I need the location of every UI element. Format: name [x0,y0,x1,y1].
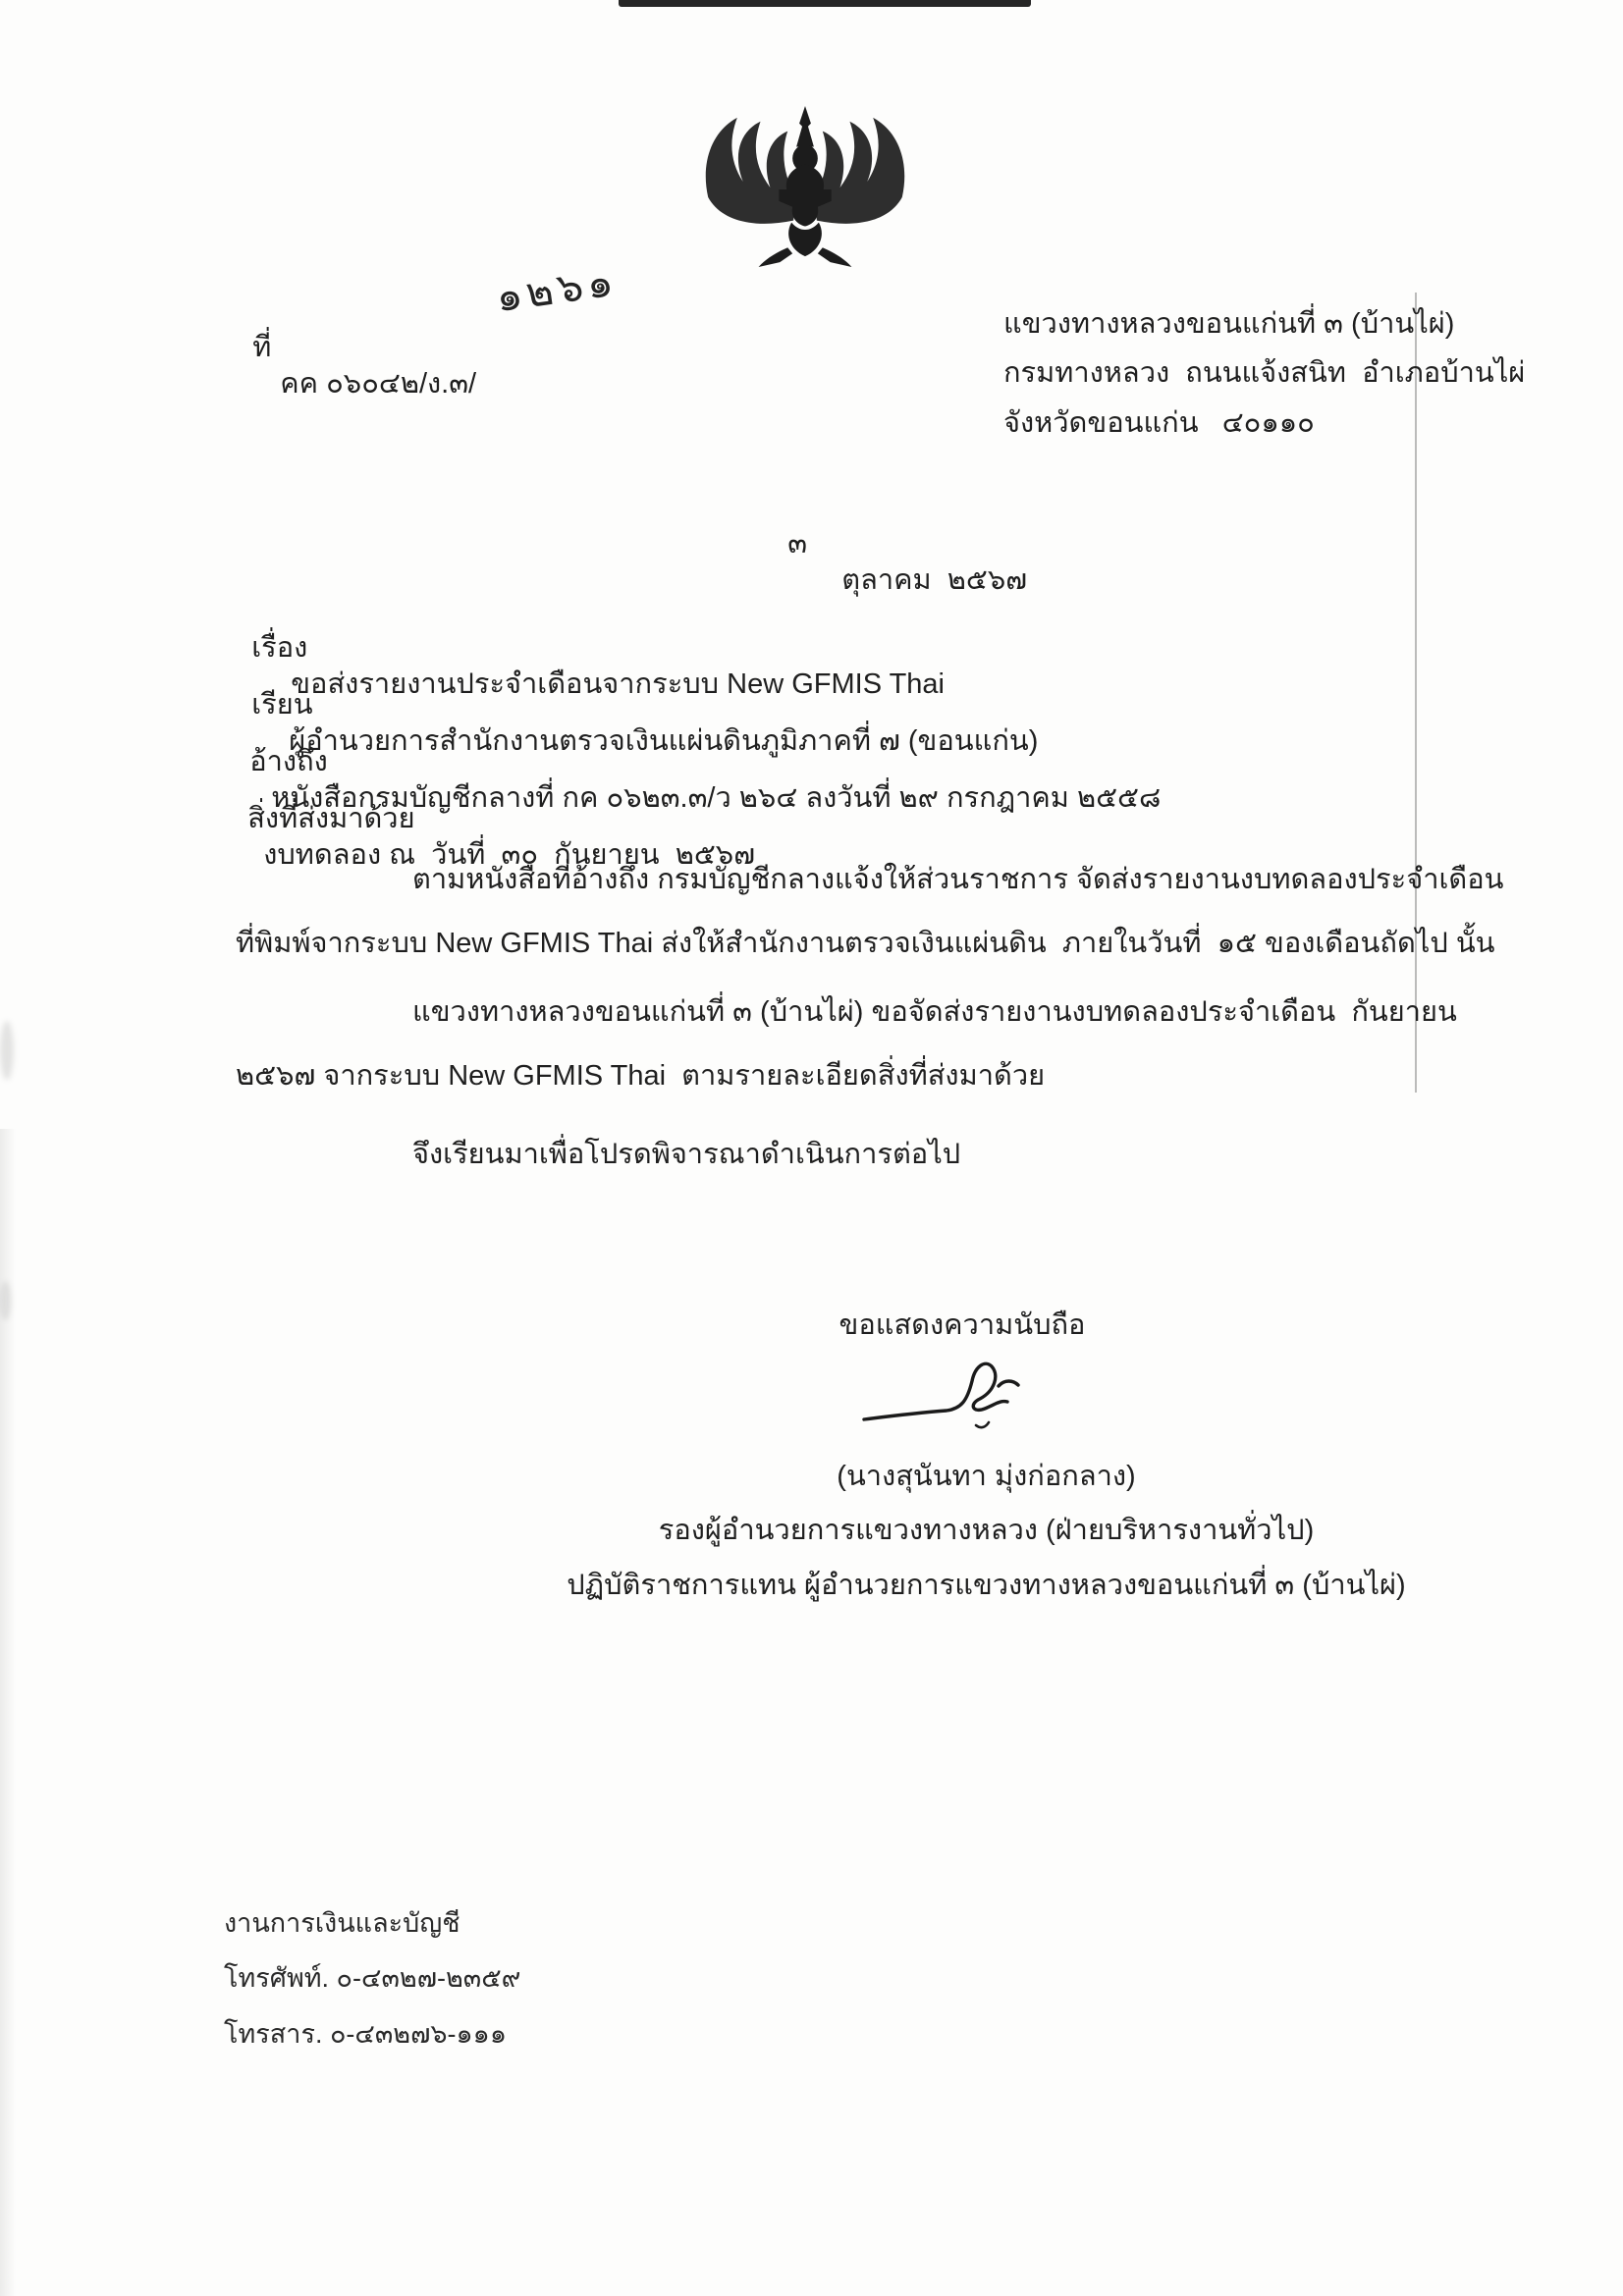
body-para2-line1: แขวงทางหลวงขอนแก่นที่ ๓ (บ้านไผ่) ขอจัดส่งรายงานงบทดลองประจำเดือน กันยายน [412,996,1457,1028]
body-para1-line2: ที่พิมพ์จากระบบ New GFMIS Thai ส่งให้สำนักงานตรวจเงินแผ่นดิน ภายในวันที่ ๑๕ ของเดือนถัดไป นั้น [236,928,1495,959]
sender-address-block [1003,306,1526,441]
sender-address-line3: จังหวัดขอนแก่น ๔๐๑๑๐ [1003,406,1315,439]
subject-text: ขอส่งรายงานประจำเดือนจากระบบ New GFMIS Thai [291,667,945,700]
body-para1-line1: ตามหนังสือที่อ้างถึง กรมบัญชีกลางแจ้งให้ส่วนราชการ จัดส่งรายงานงบทดลองประจำเดือน [412,864,1504,895]
footer-contact-block [224,1907,520,2050]
reference-text: หนังสือกรมบัญชีกลางที่ กค ๐๖๒๓.๓/ว ๒๖๔ ลงวันที่ ๒๙ กรกฎาคม ๒๕๕๘ [271,781,1162,814]
scan-artifact-top-bar [619,0,1031,7]
enclosure-text: งบทดลอง ณ วันที่ ๓๐ กันยายน ๒๕๖๗ [263,838,756,871]
signer-title2: ปฏิบัติราชการแทน ผู้อำนวยการแขวงทางหลวงขอนแก่นที่ ๓ (บ้านไผ่) [567,1569,1406,1601]
to-label: เรียน [251,689,313,721]
signature-icon [860,1357,1037,1455]
signer-name: (นางสุนันทา มุ่งก่อกลาง) [837,1461,1136,1492]
ref-number-printed: คค ๐๖๐๔๒/ง.๓/ [280,367,477,400]
scan-artifact-smudge [0,1281,12,1320]
ref-number-line [221,294,476,437]
enclosure-label: สิ่งที่ส่งมาด้วย [247,803,415,835]
signer-block [542,1459,1431,1603]
subject-label: เรื่อง [251,632,308,665]
salutation: ขอแสดงความนับถือ [839,1309,1086,1341]
sender-address-line1: แขวงทางหลวงขอนแก่นที่ ๓ (บ้านไผ่) [1003,308,1455,340]
scan-artifact-smudge [0,1021,14,1080]
closing-request-line: จึงเรียนมาเพื่อโปรดพิจารณาดำเนินการต่อไป [412,1139,961,1170]
date-month-year: ตุลาคม ๒๕๖๗ [841,563,1028,596]
date-day: ๓ [787,528,808,561]
body-para2-line2: ๒๕๖๗ จากระบบ New GFMIS Thai ตามรายละเอียดสิ่งที่ส่งมาด้วย [236,1060,1046,1092]
footer-dept: งานการเงินและบัญชี [224,1908,460,1938]
ref-number-handwritten: ๑๒๖๑ [493,257,621,321]
reference-label: อ้างถึง [249,746,328,778]
sender-address-line2: กรมทางหลวง ถนนแจ้งสนิท อำเภอบ้านไผ่ [1003,357,1526,390]
footer-phone: โทรศัพท์. ๐-๔๓๒๗-๒๓๕๙ [224,1963,521,1994]
footer-fax: โทรสาร. ๐-๔๓๒๗๖-๑๑๑ [224,2018,507,2049]
to-text: ผู้อำนวยการสำนักงานตรวจเงินแผ่นดินภูมิภาคที่ ๗ (ขอนแก่น) [289,724,1039,757]
ref-number-label: ที่ [252,332,272,364]
garuda-emblem-icon [697,104,913,269]
signer-title1: รองผู้อำนวยการแขวงทางหลวง (ฝ่ายบริหารงานทั่วไป) [658,1515,1315,1547]
